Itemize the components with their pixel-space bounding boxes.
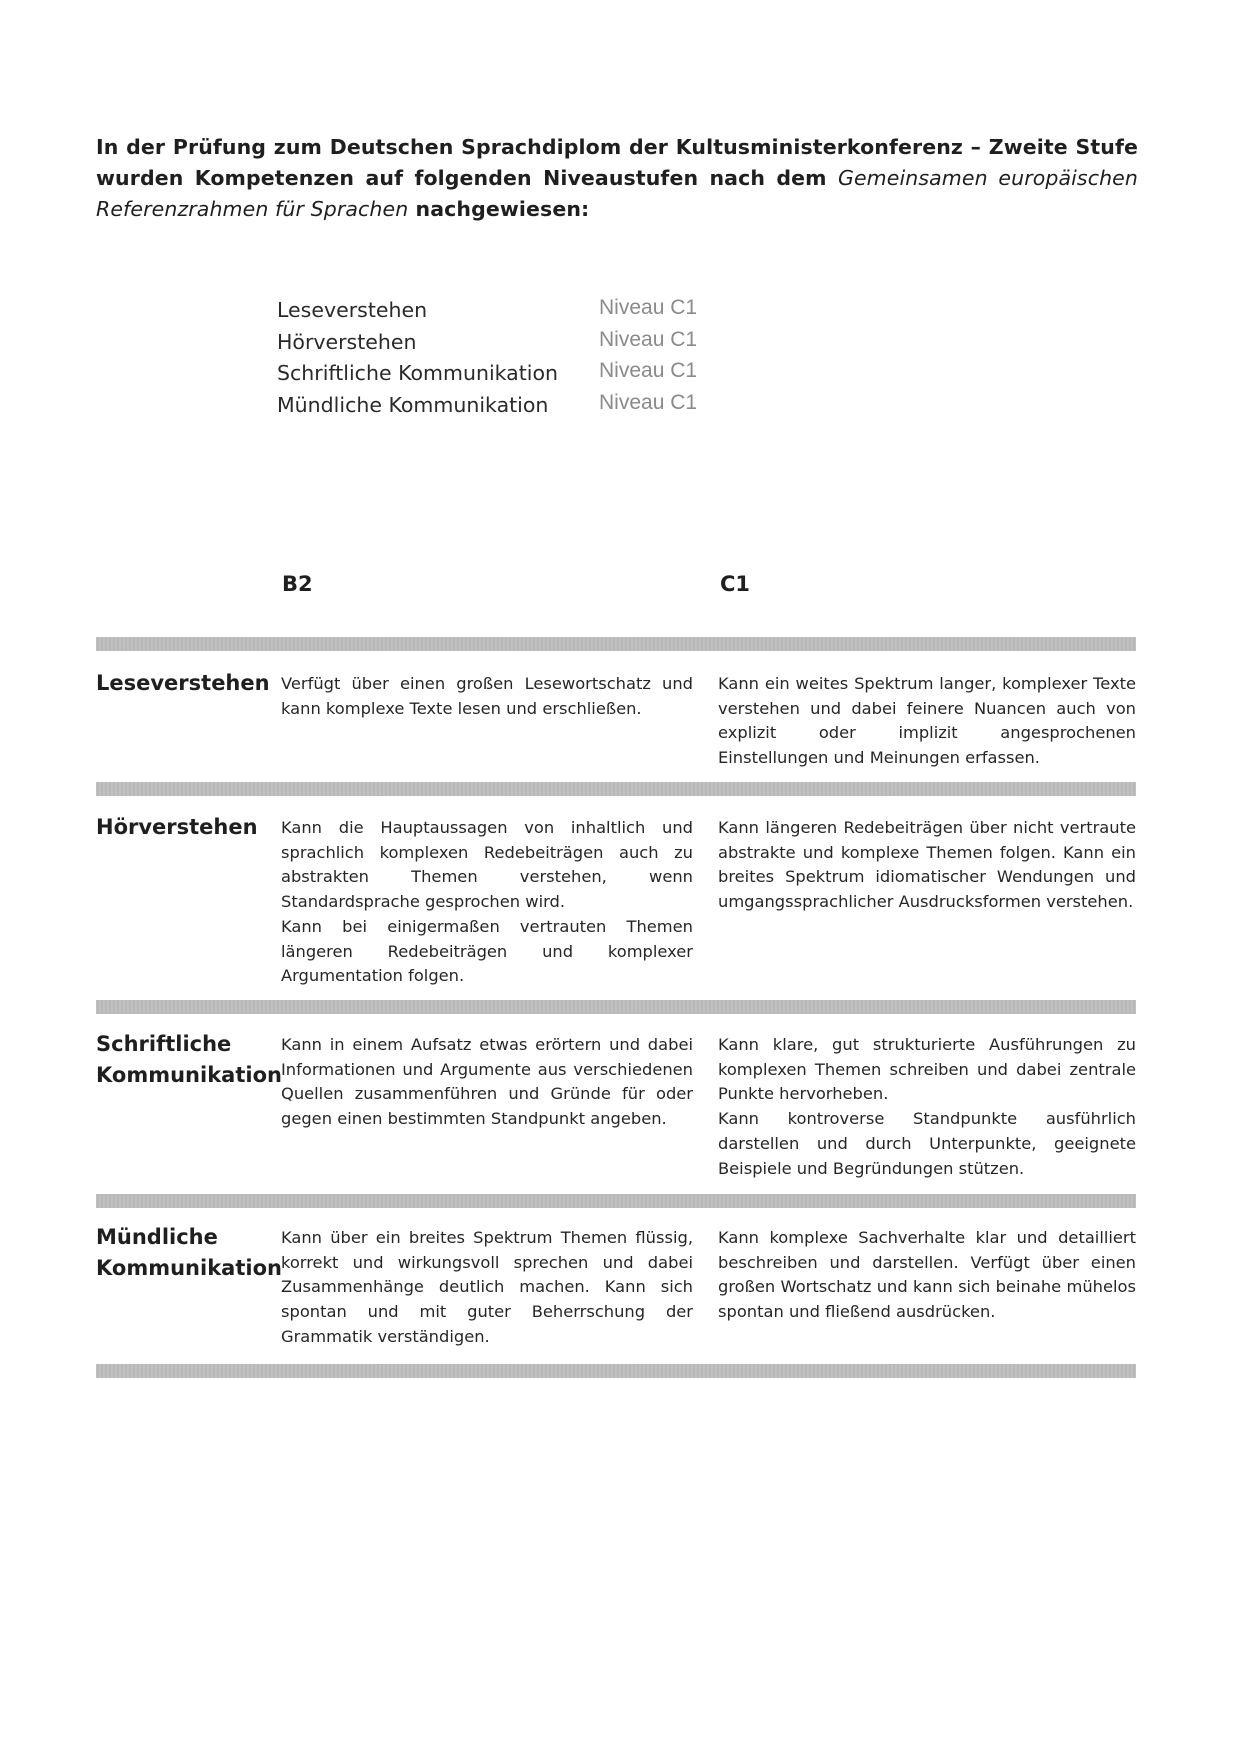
c1-paragraph: Kann klare, gut strukturierte Ausführungen zu komplexen Themen schreiben und dabei zentrale Punkte hervorheben. <box>718 1035 1136 1104</box>
level-row <box>277 361 737 393</box>
b2-description <box>281 672 693 721</box>
level-skill: Hörverstehen <box>277 329 417 354</box>
c1-paragraph: Kann längeren Redebeiträgen über nicht vertraute abstrakte und komplexe Themen folgen. Kann ein breites Spektrum idiomatischer Wendungen und umgangssprachlicher Ausdrucksformen verstehen. <box>718 818 1136 912</box>
intro-text-part2: nachgewiesen: <box>408 197 590 221</box>
b2-description <box>281 816 693 989</box>
b2-paragraph: Kann bei einigermaßen vertrauten Themen längeren Redebeiträgen und komplexer Argumentation folgen. <box>281 916 693 986</box>
b2-paragraph: Kann über ein breites Spektrum Themen flüssig, korrekt und wirkungsvoll sprechen und dabei Zusammenhänge deutlich machen. Kann sich spontan und mit guter Beherrschung der Grammatik verständigen. <box>281 1228 693 1346</box>
c1-paragraph: Kann ein weites Spektrum langer, komplexer Texte verstehen und dabei feinere Nuancen auch von explizit oder implizit angesprochenen Einstellungen und Meinungen erfassen. <box>718 674 1136 768</box>
level-skill: Mündliche Kommunikation <box>277 392 549 417</box>
level-row <box>277 390 737 425</box>
column-header-c1: C1 <box>720 572 751 596</box>
intro-framework-name: Gemeinsamen europäischen Referenzrahmen für Sprachen <box>96 166 1138 221</box>
table-divider <box>96 1000 1136 1014</box>
c1-description <box>718 672 1136 771</box>
table-divider <box>96 782 1136 796</box>
table-divider <box>96 637 1136 651</box>
intro-statement <box>96 132 1138 225</box>
row-title: Mündliche Kommunikation <box>96 1225 282 1280</box>
intro-text-part1: In der Prüfung zum Deutschen Sprachdiplom der Kultusministerkonferenz – Zweite Stufe wurden Kompetenzen auf folgenden Niveaustufen nach dem <box>96 135 1138 190</box>
b2-paragraph: Verfügt über einen großen Lesewortschatz und kann komplexe Texte lesen und erschließen. <box>281 674 693 718</box>
level-row <box>277 298 737 330</box>
c1-paragraph: Kann komplexe Sachverhalte klar und detailliert beschreiben und darstellen. Verfügt über einen großen Wortschatz und kann sich beinahe mühelos spontan und fließend ausdrücken. <box>718 1228 1136 1322</box>
column-header-b2: B2 <box>282 572 313 596</box>
level-skill: Schriftliche Kommunikation <box>277 361 559 385</box>
level-row <box>277 327 737 362</box>
level-value: Niveau C1 <box>599 327 698 351</box>
row-title: Schriftliche Kommunikation <box>96 1032 282 1087</box>
level-summary <box>277 298 737 424</box>
level-value: Niveau C1 <box>599 390 698 414</box>
c1-description <box>718 1226 1136 1325</box>
row-title: Leseverstehen <box>96 671 270 695</box>
row-title: Hörverstehen <box>96 815 258 839</box>
c1-description <box>718 816 1136 915</box>
b2-paragraph: Kann in einem Aufsatz etwas erörtern und dabei Informationen und Argumente aus verschiedenen Quellen zusammenführen und Gründe für oder gegen einen bestimmten Standpunkt angeben. <box>281 1035 693 1129</box>
level-skill: Leseverstehen <box>277 298 428 322</box>
b2-description <box>281 1033 693 1132</box>
table-divider <box>96 1194 1136 1208</box>
level-value: Niveau C1 <box>599 359 698 382</box>
b2-description <box>281 1226 693 1350</box>
level-value: Niveau C1 <box>599 296 698 319</box>
b2-paragraph: Kann die Hauptaussagen von inhaltlich und sprachlich komplexen Redebeiträgen auch zu abstrakten Themen verstehen, wenn Standardsprache gesprochen wird. <box>281 818 693 912</box>
c1-description <box>718 1033 1136 1181</box>
table-divider <box>96 1364 1136 1378</box>
c1-paragraph: Kann kontroverse Standpunkte ausführlich darstellen und durch Unterpunkte, geeignete Beispiele und Begründungen stützen. <box>718 1109 1136 1178</box>
